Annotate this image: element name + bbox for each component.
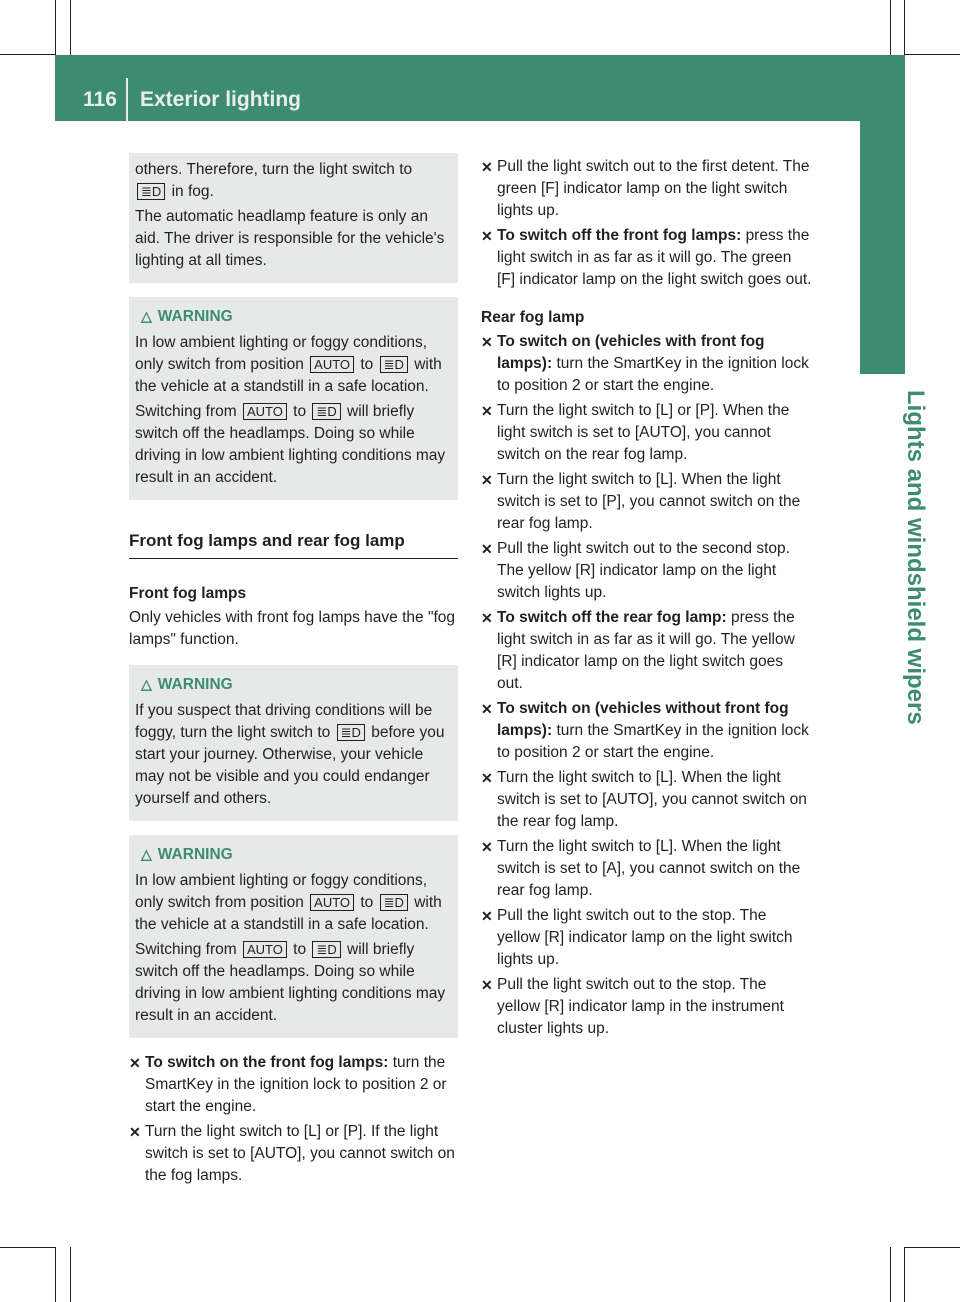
auto-icon: AUTO: [310, 356, 354, 373]
low-beam-icon: ≣D: [137, 183, 165, 200]
warning-heading: △ WARNING: [141, 676, 233, 693]
crop-mark: [55, 0, 56, 55]
paragraph: In low ambient lighting or foggy conditions, only switch from position AUTO to ≣D with the vehicle at a standstill in a safe location.: [135, 872, 442, 933]
crop-mark: [905, 54, 960, 55]
low-beam-icon: ≣D: [380, 894, 408, 911]
instruction-step: ✕ Turn the light switch to [L]. When the light switch is set to [A], you cannot switch on the rear fog lamp.: [481, 838, 801, 899]
crop-mark: [904, 0, 905, 55]
step-marker-icon: ✕: [481, 770, 493, 786]
paragraph: Only vehicles with front fog lamps have the "fog lamps" function.: [129, 609, 455, 648]
instruction-step: ✕ Pull the light switch out to the stop. The yellow [R] indicator lamp on the light switch lights up.: [481, 907, 793, 968]
warning-box: [129, 835, 458, 1038]
crop-mark: [890, 0, 891, 55]
step-marker-icon: ✕: [481, 701, 493, 717]
warning-heading: △ WARNING: [141, 308, 233, 325]
step-marker-icon: ✕: [481, 334, 493, 350]
instruction-step: ✕ To switch on the front fog lamps: turn the SmartKey in the ignition lock to position 2 or start the engine.: [129, 1054, 447, 1115]
step-marker-icon: ✕: [481, 839, 493, 855]
crop-mark: [70, 0, 71, 55]
step-marker-icon: ✕: [481, 610, 493, 626]
crop-mark: [904, 1247, 905, 1302]
paragraph: The automatic headlamp feature is only an aid. The driver is responsible for the vehicle's lighting at all times.: [135, 208, 445, 269]
step-marker-icon: ✕: [481, 228, 493, 244]
crop-mark: [55, 1247, 56, 1302]
crop-mark: [70, 1247, 71, 1302]
step-marker-icon: ✕: [129, 1124, 141, 1140]
paragraph: In low ambient lighting or foggy conditions, only switch from position AUTO to ≣D with the vehicle at a standstill in a safe location.: [135, 334, 442, 395]
paragraph: Switching from AUTO to ≣D will briefly switch off the headlamps. Doing so while driving in low ambient lighting conditions may result in an accident.: [135, 941, 446, 1024]
step-marker-icon: ✕: [481, 541, 493, 557]
instruction-step: ✕ To switch on (vehicles without front fog lamps): turn the SmartKey in the ignition lock to position 2 or start the engine.: [481, 700, 809, 761]
sub-heading: Front fog lamps: [129, 585, 247, 602]
crop-mark: [0, 54, 55, 55]
info-box: [129, 153, 458, 283]
warning-heading: △ WARNING: [141, 846, 233, 863]
warning-triangle-icon: △: [141, 676, 152, 692]
section-heading: Front fog lamps and rear fog lamp: [129, 514, 458, 559]
paragraph: If you suspect that driving conditions will be foggy, turn the light switch to ≣D before you start your journey. Otherwise, your vehicle may not be visible and you could endanger yourself and others.: [135, 702, 445, 807]
side-tab-label: Lights and windshield wipers: [902, 390, 929, 725]
page-number: 116: [83, 88, 117, 111]
instruction-step: ✕ To switch on (vehicles with front fog lamps): turn the SmartKey in the ignition lock to position 2 or start the engine.: [481, 333, 809, 394]
header-divider: [126, 78, 128, 121]
instruction-step: ✕ Turn the light switch to [L]. When the light switch is set to [P], you cannot switch on the rear fog lamp.: [481, 471, 801, 532]
instruction-step: ✕ Turn the light switch to [L] or [P]. When the light switch is set to [AUTO], you cannot switch on the rear fog lamp.: [481, 402, 790, 463]
instruction-step: ✕ Turn the light switch to [L]. When the light switch is set to [AUTO], you cannot switch on the rear fog lamp.: [481, 769, 807, 830]
low-beam-icon: ≣D: [337, 724, 365, 741]
step-marker-icon: ✕: [481, 159, 493, 175]
step-marker-icon: ✕: [481, 908, 493, 924]
side-tab-block: [860, 121, 905, 374]
auto-icon: AUTO: [310, 894, 354, 911]
crop-mark: [905, 1247, 960, 1248]
low-beam-icon: ≣D: [312, 403, 340, 420]
sub-heading: Rear fog lamp: [481, 309, 585, 326]
crop-mark: [0, 1247, 55, 1248]
warning-box: [129, 665, 458, 821]
step-marker-icon: ✕: [481, 977, 493, 993]
warning-triangle-icon: △: [141, 846, 152, 862]
step-marker-icon: ✕: [129, 1055, 141, 1071]
instruction-step: ✕ Turn the light switch to [L] or [P]. If the light switch is set to [AUTO], you cannot switch on the fog lamps.: [129, 1123, 455, 1184]
auto-icon: AUTO: [243, 403, 287, 420]
step-marker-icon: ✕: [481, 403, 493, 419]
paragraph: Switching from AUTO to ≣D will briefly switch off the headlamps. Doing so while driving in low ambient lighting conditions may result in an accident.: [135, 403, 446, 486]
warning-box: [129, 297, 458, 500]
paragraph: others. Therefore, turn the light switch to ≣D in fog.: [135, 161, 413, 200]
low-beam-icon: ≣D: [380, 356, 408, 373]
instruction-step: ✕ Pull the light switch out to the first detent. The green [F] indicator lamp on the light switch lights up.: [481, 158, 810, 219]
warning-triangle-icon: △: [141, 308, 152, 324]
crop-mark: [890, 1247, 891, 1302]
right-column: [481, 156, 813, 1043]
instruction-step: ✕ Pull the light switch out to the second stop. The yellow [R] indicator lamp on the light switch lights up.: [481, 540, 790, 601]
left-column: [129, 153, 458, 1190]
low-beam-icon: ≣D: [312, 941, 340, 958]
page-title: Exterior lighting: [140, 88, 302, 111]
step-marker-icon: ✕: [481, 472, 493, 488]
instruction-step: ✕ To switch off the rear fog lamp: press the light switch in as far as it will go. The yellow [R] indicator lamp on the light switch goes out.: [481, 609, 795, 692]
instruction-step: ✕ Pull the light switch out to the stop. The yellow [R] indicator lamp in the instrument cluster lights up.: [481, 976, 784, 1037]
instruction-step: ✕ To switch off the front fog lamps: press the light switch in as far as it will go. The green [F] indicator lamp on the light switch goes out.: [481, 227, 812, 288]
auto-icon: AUTO: [243, 941, 287, 958]
